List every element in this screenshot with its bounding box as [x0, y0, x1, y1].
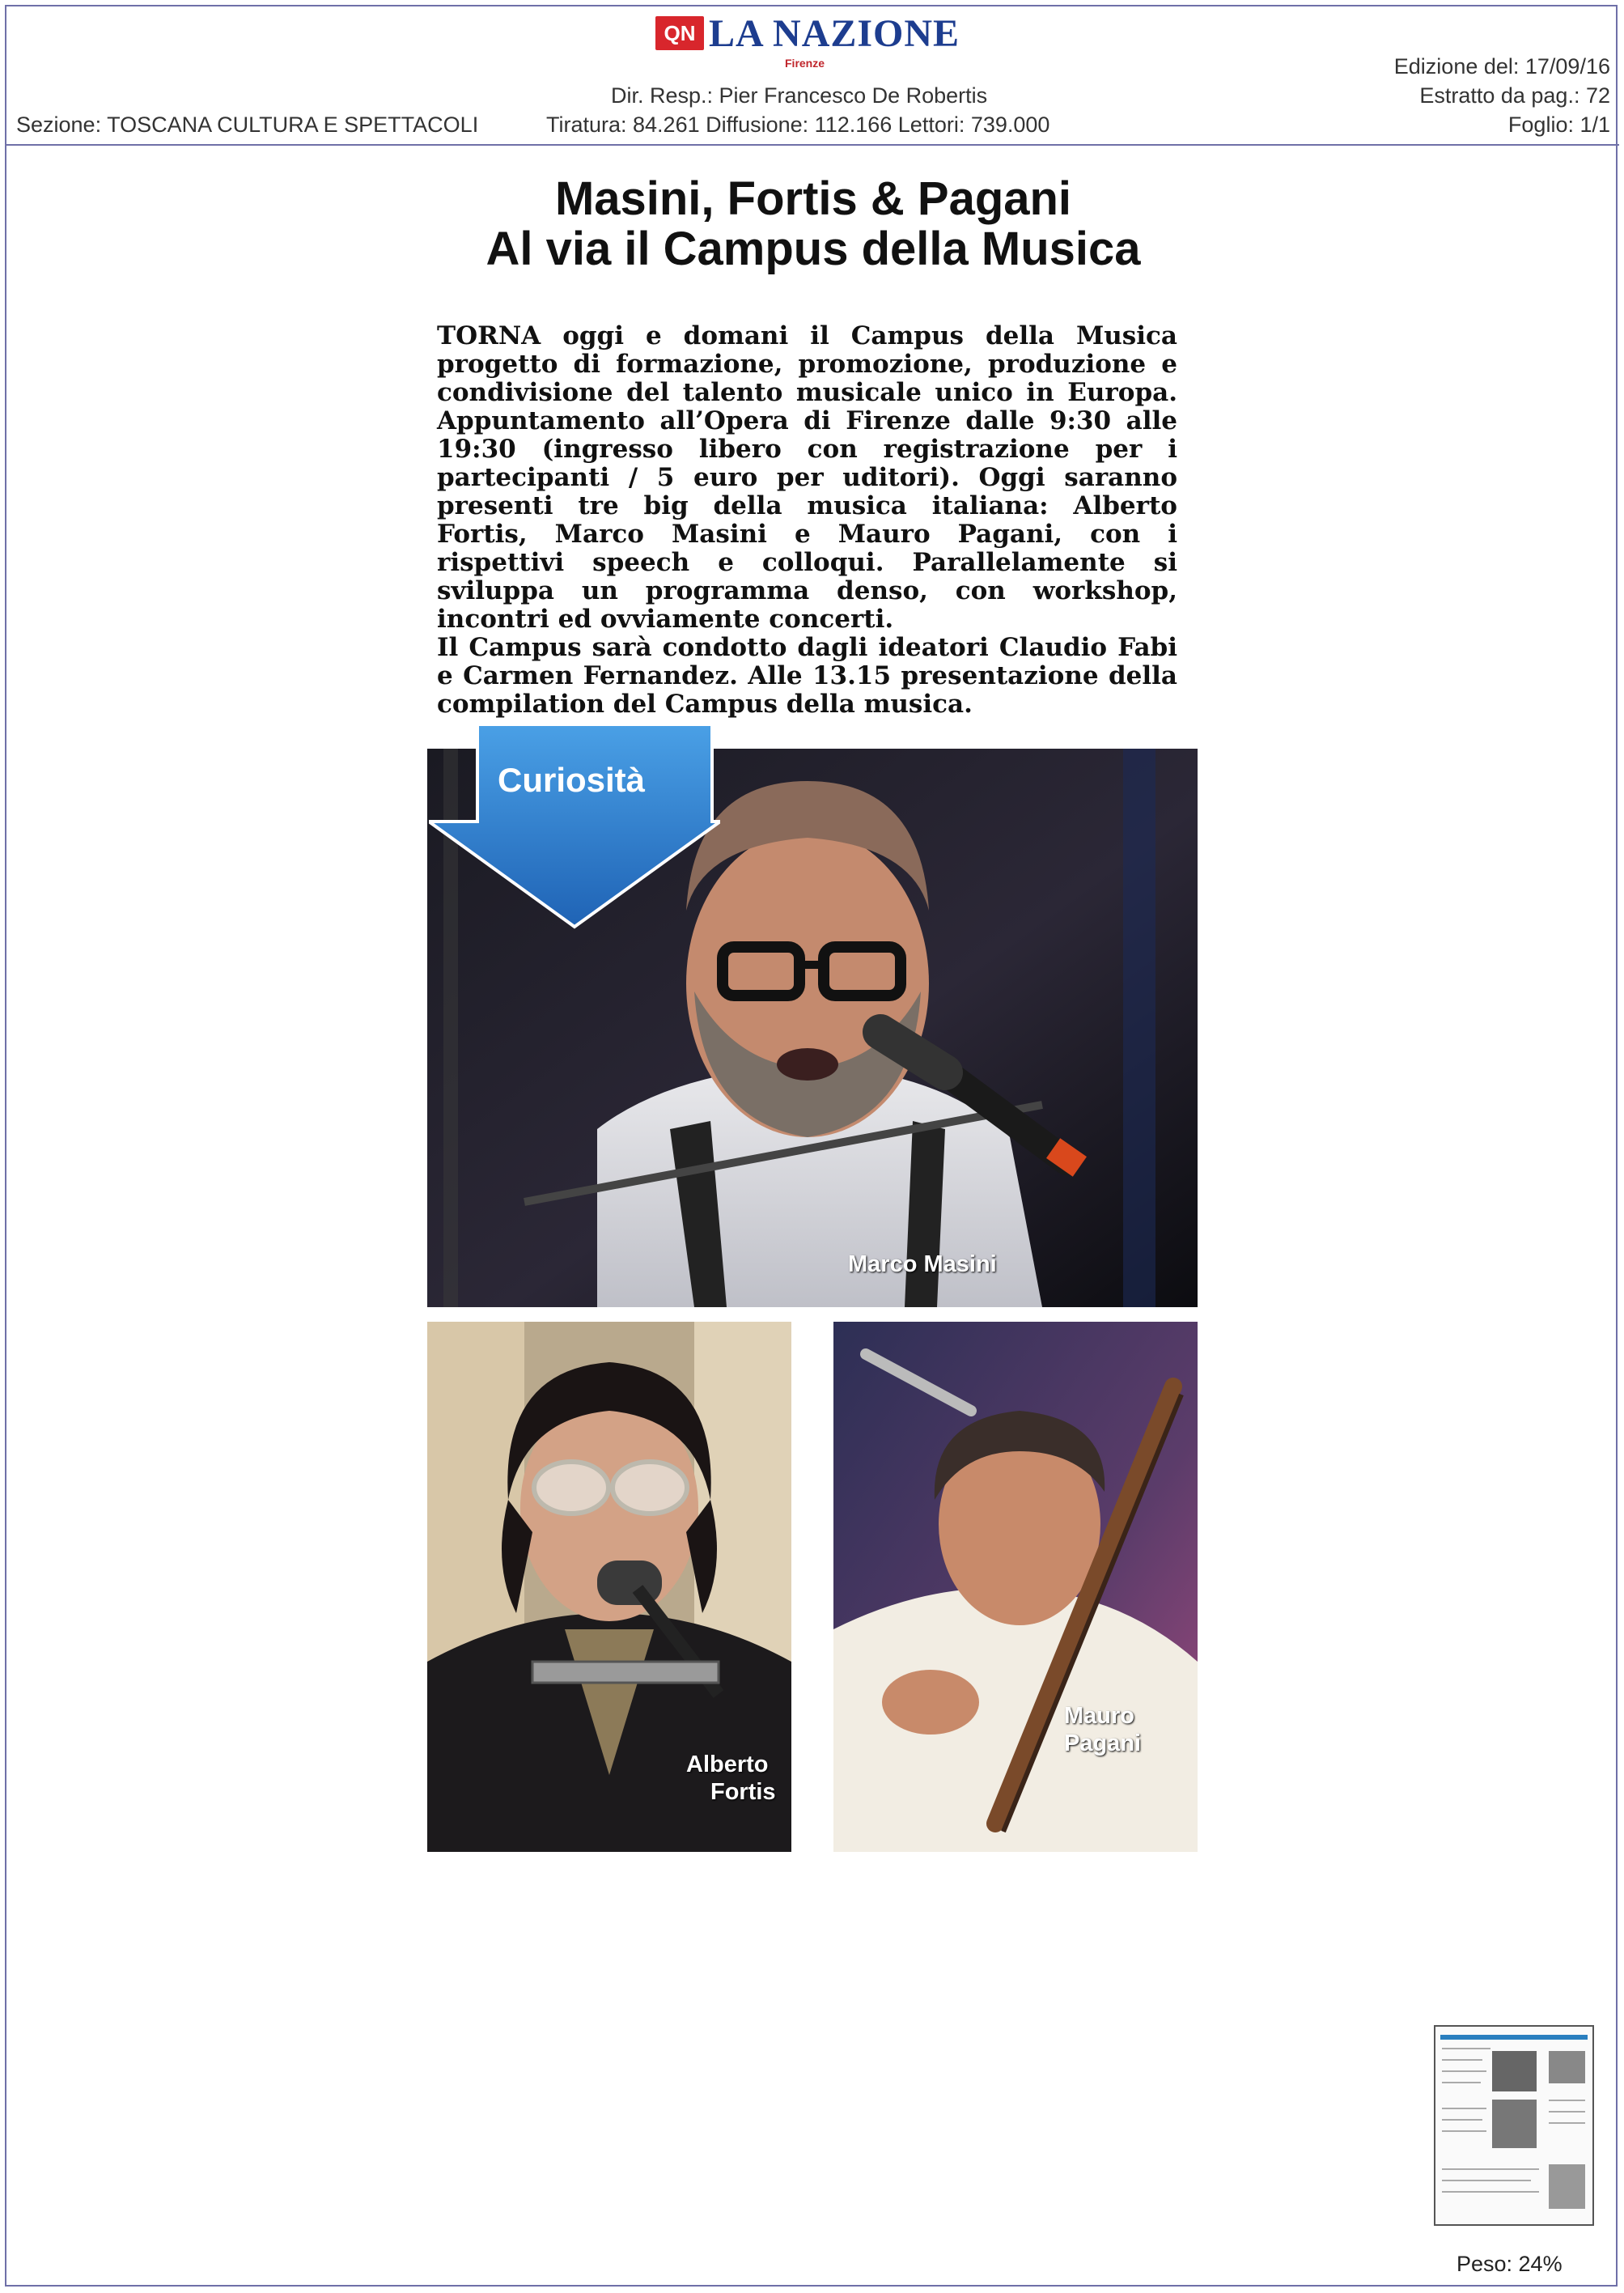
thumbnail-text-line [1442, 2130, 1486, 2132]
thumbnail-text-line [1442, 2168, 1539, 2170]
thumbnail-text-line [1442, 2070, 1486, 2072]
down-arrow-icon [429, 724, 720, 935]
caption-pagani-first-name: Mauro [1064, 1703, 1134, 1729]
thumbnail-text-line [1549, 2111, 1585, 2113]
thumbnail-text-line [1549, 2122, 1585, 2124]
header-divider [5, 144, 1619, 146]
headline-line-2: Al via il Campus della Musica [486, 223, 1141, 275]
caption-pagani-last-name: Pagani [1064, 1730, 1142, 1756]
caption-mauro-pagani [1064, 1702, 1141, 1757]
thumbnail-text-line [1442, 2119, 1482, 2121]
curiosita-label: Curiosità [498, 761, 646, 799]
article-paragraph-1: TORNA oggi e domani il Campus della Musica progetto di formazione, promozione, produzione e condivisione del talento musicale unico in Europa. Appuntamento all’Opera di Firenze dalle 9:30 alle 19:30 (ingresso libero con registrazione per i partecipanti / 5 euro per uditori). Oggi saranno presenti tre big della musica italiana: Alberto Fortis, Marco Masini e Mauro Pagani, con i rispettivi speech e colloqui. Parallelamente si sviluppa un programma denso, con workshop, incontri ed ovviamente concerti. [437, 321, 1177, 634]
thumbnail-text-line [1442, 2048, 1490, 2049]
thumbnail-photo [1549, 2164, 1585, 2209]
photo-mauro-pagani [833, 1322, 1198, 1852]
thumbnail-photo [1492, 2051, 1537, 2091]
caption-fortis-last-name: Fortis [710, 1779, 776, 1805]
qn-logo-mark: QN [655, 16, 704, 50]
pagani-photo-illustration [833, 1322, 1198, 1852]
article-paragraph-2: Il Campus sarà condotto dagli ideatori Claudio Fabi e Carmen Fernandez. Alle 13.15 presentazione della compilation del Campus della musica. [437, 633, 1177, 719]
photo-alberto-fortis [427, 1322, 791, 1852]
thumbnail-photo [1549, 2051, 1585, 2083]
newspaper-title: LA NAZIONE [709, 12, 960, 55]
page-thumbnail [1434, 2025, 1594, 2226]
caption-alberto-fortis [686, 1751, 776, 1806]
thumbnail-text-line [1549, 2100, 1585, 2101]
page-weight: Peso: 24% [1457, 2252, 1563, 2276]
thumbnail-text-line [1442, 2191, 1539, 2193]
thumbnail-text-line [1442, 2082, 1481, 2083]
thumbnail-photo [1492, 2100, 1537, 2148]
article-headline [340, 174, 1287, 274]
caption-marco-masini: Marco Masini [848, 1251, 997, 1277]
headline-line-1: Masini, Fortis & Pagani [554, 172, 1072, 225]
thumbnail-text-line [1442, 2059, 1482, 2061]
sheet-number: Foglio: 1/1 [1507, 113, 1610, 137]
section-line: Sezione: TOSCANA CULTURA E SPETTACOLI [16, 113, 479, 137]
thumbnail-text-line [1442, 2108, 1486, 2109]
director-line: Dir. Resp.: Pier Francesco De Robertis [611, 83, 988, 108]
curiosita-badge [429, 724, 720, 935]
thumbnail-header-bar [1440, 2035, 1588, 2040]
newspaper-city: Firenze [785, 57, 825, 70]
extract-page: Estratto da pag.: 72 [1419, 83, 1610, 108]
caption-fortis-first-name: Alberto [686, 1752, 769, 1777]
circulation-line: Tiratura: 84.261 Diffusione: 112.166 Lettori: 739.000 [546, 113, 1050, 137]
newspaper-logo [655, 12, 979, 70]
article-body [437, 322, 1177, 719]
thumbnail-text-line [1442, 2180, 1531, 2181]
edition-date: Edizione del: 17/09/16 [1393, 54, 1610, 79]
